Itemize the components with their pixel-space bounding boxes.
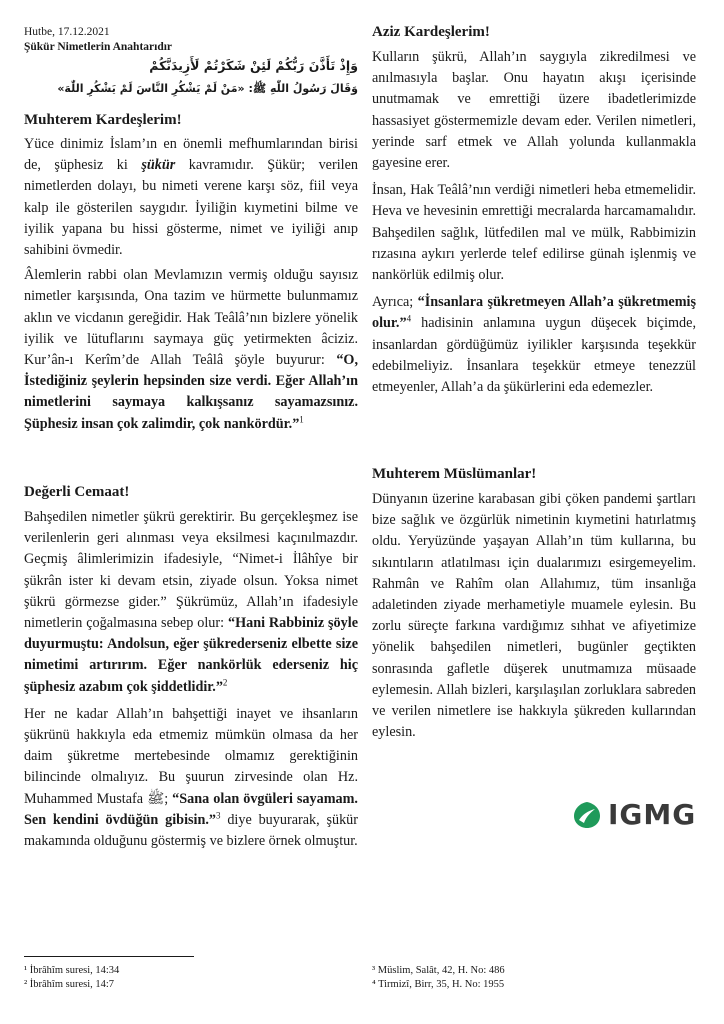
footnote-ref: 3 bbox=[216, 810, 221, 821]
text-run: Ayrıca; bbox=[372, 294, 418, 311]
text-run: Yüce dinimiz İslam’ın en önemli mefhumlarından birisi de, şüphesiz ki bbox=[24, 136, 358, 174]
footnote-4: ⁴ Tirmizî, Birr, 35, H. No: 1955 bbox=[372, 979, 505, 990]
footnote-ref: 2 bbox=[222, 676, 228, 687]
section-muhterem-muslumanlar bbox=[372, 466, 696, 743]
footnote-1: ¹ İbrâhîm suresi, 14:34 bbox=[24, 965, 120, 976]
section-heading: Muhterem Müslümanlar! bbox=[372, 466, 537, 482]
text-run: Her ne kadar Allah’ın bahşettiği inayet ve ihsanların şükrünü hakkıyla eda etmemiz mümkün olmasa da her daim şükretme mertebesinde olmamız gerektiğinin bilincinde olmalıyız. Bu şuurun zirvesinde olan Hz. Muhammed Mustafa ﷺ; bbox=[24, 705, 358, 807]
footnote-2: ² İbrâhîm suresi, 14:7 bbox=[24, 979, 115, 990]
logo-text: IGMG bbox=[608, 798, 697, 831]
igmg-logo bbox=[572, 800, 698, 830]
section-heading: Aziz Kardeşlerim! bbox=[372, 24, 490, 40]
paragraph: Kulların şükrü, Allah’ın saygıyla zikredilmesi ve anılmasıyla başlar. Onu hayatın akışı içerisinde unutmamak ve emrettiği üzere ibadetlerimizde hassasiyet göstermemizle devam eder. Verilen nimetleri, yerinde sarf etmek ve Allah yolunda kullanmakla gayesine erer. bbox=[372, 49, 696, 172]
emphasis-sukur: şükür bbox=[141, 157, 176, 174]
text-run: Âlemlerin rabbi olan Mevlamızın vermiş olduğu sayısız nimetler karşısında, Ona tazim ve hürmette bulunmamız aklın ve vicdanın gereğidir. Hak Teâlâ’nın bizlere yönelik iyilik ve lütuflarını saymaya güç yetirmekten âciziz. Kur’ân-ı Kerîm’de Allah Teâlâ şöyle buyurur: bbox=[24, 267, 358, 369]
text-run: Bahşedilen nimetler şükrü gerektirir. Bu gerçekleşmez ise verilenlerin geri alınması veya eksilmesi kaçınılmazdır. Geçmiş âlimlerimizin ifadesiyle, “Nimet-i İlâhîye bir şükrân ister ki devam etsin, ziyade olsun. Yoksa nimet şükrü görmezse gider.” Şükrümüz, Allah’ın ifadesiyle nimetlerin çoğalmasına sebep olur: bbox=[24, 509, 358, 632]
paragraph bbox=[24, 704, 358, 852]
paragraph: Dünyanın üzerine karabasan gibi çöken pandemi şartları bize sağlık ve özgürlük nimetinin kıymetini hatırlatmış oldu. Yeryüzünde yaşayan Allah’ın tüm kullarına, bu sıkıntıların atlatılması için dualarımızı esirgemeyelim. Rahmân ve Rahîm olan Allahımız, tüm insanlığa adaletinden ziyade merhametiyle muamele eylesin. Bu zorlu süreçte farkına vardığımız sıhhat ve afiyetimize yönelik bahşedilen nimetleri, bugünler geçtikten sonrasında gafletle düşerek unutmamıza müsaade eylemesin. Allah bizleri, karşılaşılan zorluklara sabreden ve verilen nimetlere ise hakkıyla şükreden kullarından eylesin. bbox=[372, 491, 696, 741]
leaf-icon bbox=[572, 800, 602, 830]
footnote-ref: 4 bbox=[406, 313, 412, 324]
section-heading: Değerli Cemaat! bbox=[24, 484, 130, 500]
paragraph bbox=[24, 507, 358, 698]
section-heading: Muhterem Kardeşlerim! bbox=[24, 112, 182, 128]
paragraph bbox=[372, 292, 696, 398]
arabic-hadith: وَقَالَ رَسُولُ اللّٰهِ ﷺ: «مَنْ لَمْ يَشْكُرِ النَّاسَ لَمْ يَشْكُرِ اللّٰهَ» bbox=[57, 82, 358, 95]
section-degerli-cemaat bbox=[24, 484, 358, 852]
quran-quote: “Hani Rabbiniz şöyle duyurmuştu: Andolsun, eğer şükrederseniz elbette size nimetimi artırırım. Eğer nankörlük ederseniz hiç şüphesiz azabım çok şiddetlidir.” bbox=[24, 615, 358, 695]
text-run: kavramıdır. Şükür; verilen nimetlerden dolayı, bu nimeti verene karşı söz, fiil veya kalp ile gösterilen saygıdır. İyiliğin kıymetini bilme ve iyilik yapana bu hissi gösterme, nimet ve iyiliği anıp sahibini övmedir. bbox=[24, 157, 358, 259]
footnote-3: ³ Müslim, Salât, 42, H. No: 486 bbox=[372, 965, 505, 976]
quran-quote: “O, İstediğiniz şeylerin hepsinden size verdi. Eğer Allah’ın nimetlerini saymaya kalkışsanız sayamazsınız. Şüphesiz insan çok zalimdir, çok nankördür.” bbox=[24, 352, 358, 432]
text-run: diye buyurarak, şükür makamında olduğunu göstermiş ve bizlere örnek olmuştur. bbox=[24, 811, 359, 850]
text-run: hadisinin anlamına uygun düşecek biçimde, insanlardan gördüğümüz iyilikler karşısında teşekkür edebilmeliyiz. İnsanlara teşekkür etmeye tenezzül etmeyenler, Allah’a da şükürlerini eda edemezler. bbox=[372, 315, 696, 396]
sermon-title: Şükür Nimetlerin Anahtarıdır bbox=[24, 41, 173, 53]
footnote-ref: 1 bbox=[299, 413, 304, 424]
paragraph: İnsan, Hak Teâlâ’nın verdiği nimetleri heba etmemelidir. Heva ve hevesinin emrettiği mecralarda harcamamalıdır. Bahşedilen sağlık, lütfedilen mal ve mülk, Rabbimizin rızasına aykırı yerlerde telef edilirse günah işlenmiş ve nankörlük edilmiş olur. bbox=[372, 182, 696, 284]
sermon-date: Hutbe, 17.12.2021 bbox=[24, 26, 110, 38]
footnote-divider bbox=[24, 956, 194, 957]
section-aziz-kardeslerim bbox=[372, 24, 696, 398]
hadith-quote: “İnsanlara şükretmeyen Allah’a şükretmemiş olur.” bbox=[372, 294, 696, 332]
paragraph bbox=[24, 265, 358, 435]
arabic-ayah: وَإِذْ تَأَذَّنَ رَبُّكُمْ لَئِنْ شَكَرْتُمْ لَأَزِيدَنَّكُمْ bbox=[149, 58, 358, 73]
hadith-quote: “Sana olan övgüleri sayamam. Sen kendini övdüğün gibisin.” bbox=[24, 790, 358, 828]
section-muhterem-kardeslerim bbox=[24, 112, 358, 435]
paragraph bbox=[24, 134, 358, 261]
